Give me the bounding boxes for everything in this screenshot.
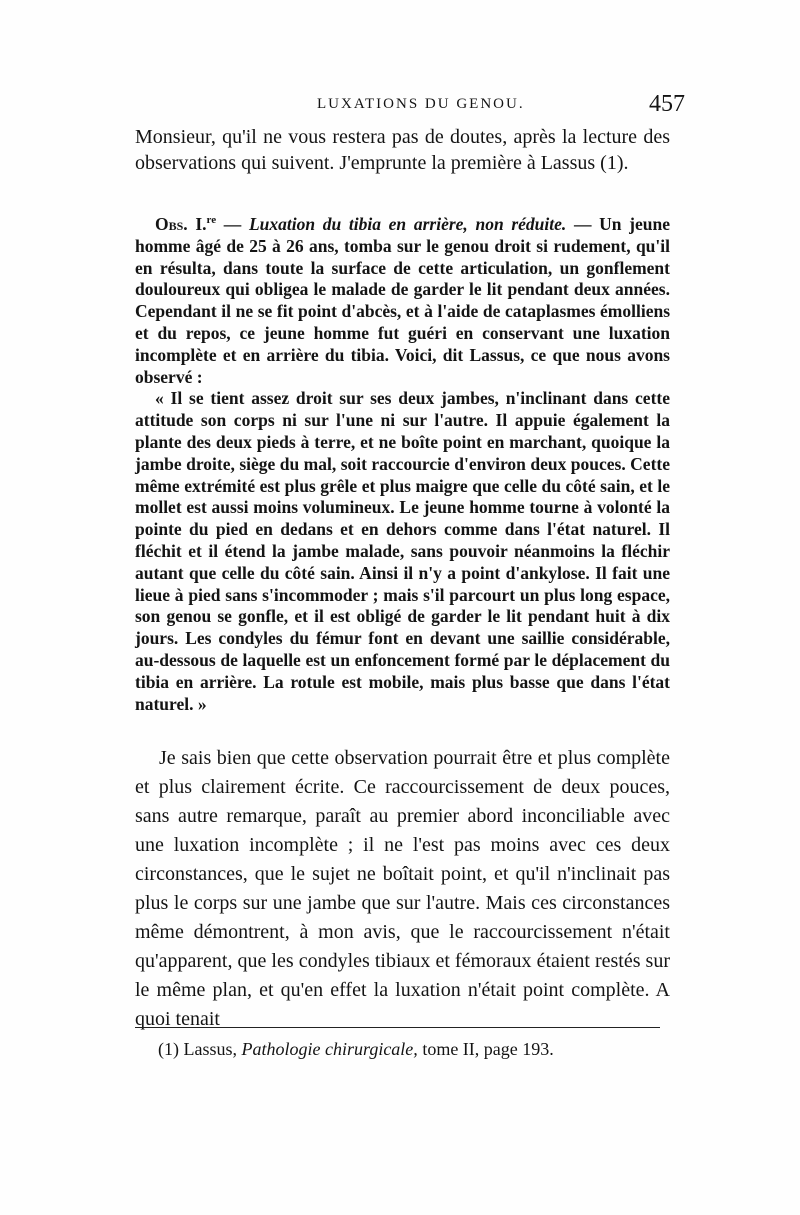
page-number: 457 <box>649 91 685 117</box>
observation-label: Obs. <box>155 214 188 234</box>
running-title: LUXATIONS DU GENOU. <box>317 96 525 112</box>
observation-separator-1: — <box>216 214 249 234</box>
footnote-author: Lassus, <box>179 1039 242 1059</box>
observation-separator-2: — <box>566 214 600 234</box>
intro-text: Monsieur, qu'il ne vous restera pas de doutes, après la lecture des observations qui suivent. J'emprunte la première à Lassus (1). <box>135 126 670 174</box>
intro-paragraph <box>135 124 670 176</box>
observation-paragraph <box>135 214 670 388</box>
observation-number: I. <box>195 214 207 234</box>
footnote <box>158 1038 554 1060</box>
observation-quote: « Il se tient assez droit sur ses deux jambes, n'inclinant dans cette attitude son corps ni sur l'une ni sur l'autre. Il appuie également la plante des deux pieds à terre, et ne boîte point en marchant, quoique la jambe droite, siège du mal, soit raccourcie d'environ deux pouces. Cette même extrémité est plus grêle et plus maigre que celle du côté sain, et le mollet est aussi moins volumineux. Le jeune homme tourne à volonté la pointe du pied en dedans et en dehors comme dans l'état naturel. Il fléchit et il étend la jambe malade, sans pouvoir néanmoins la fléchir autant que celle du côté sain. Ainsi il n'y a point d'ankylose. Il fait une lieue à pied sans s'incommoder ; mais s'il parcourt un plus long espace, son genou se gonfle, et il est obligé de garder le lit pendant huit à dix jours. Les condyles du fémur font en devant une saillie considérable, au-dessous de laquelle est un enfoncement formé par le déplacement du tibia en arrière. La rotule est mobile, mais plus basse que dans l'état naturel. » <box>135 388 670 714</box>
main-paragraph <box>135 744 670 1034</box>
main-text: Je sais bien que cette observation pourrait être et plus complète et plus clairement écrite. Ce raccourcissement de deux pouces, sans autre remarque, paraît au premier abord inconciliable avec une luxation incomplète ; il ne l'est pas moins avec ces deux circonstances, que le sujet ne boîtait point, et qu'il n'inclinait pas plus le corps sur une jambe que sur l'autre. Mais ces circonstances même démontrent, à mon avis, que le raccourcissement n'était qu'apparent, que les condyles tibiaux et fémoraux étaient restés sur le même plan, et qu'en effet la luxation n'était point complète. A quoi tenait <box>135 747 670 1030</box>
running-head <box>135 91 685 120</box>
footnote-rule <box>135 1027 660 1028</box>
observation-number-sup: re <box>206 214 217 227</box>
footnote-work: Pathologie chirurgicale, <box>241 1039 418 1059</box>
observation-body: Un jeune homme âgé de 25 à 26 ans, tomba sur le genou droit si rudement, qu'il en résulta, dans toute la surface de cette articulation, un gonflement douloureux qui obligea le malade de garder le lit pendant deux années. Cependant il ne se fit point d'abcès, et à l'aide de cataplasmes émolliens et du repos, ce jeune homme fut guéri en conservant une luxation incomplète et en arrière du tibia. Voici, dit Lassus, ce que nous avons observé : <box>135 214 670 387</box>
observation-block <box>135 214 670 715</box>
footnote-marker: (1) <box>158 1039 179 1059</box>
observation-title: Luxation du tibia en arrière, non réduite. <box>248 214 567 234</box>
footnote-rest: tome II, page 193. <box>417 1039 554 1059</box>
